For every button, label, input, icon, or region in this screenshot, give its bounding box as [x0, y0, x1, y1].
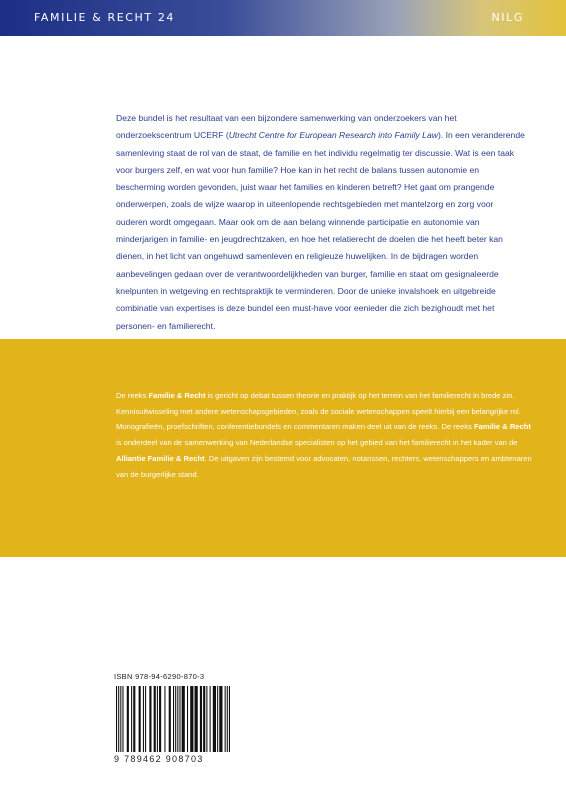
barcode-bar	[182, 686, 185, 752]
barcode-bar	[173, 686, 174, 752]
book-blurb	[116, 110, 526, 335]
isbn-barcode	[114, 672, 234, 768]
series-info-band	[0, 339, 566, 557]
barcode-bar	[229, 686, 230, 752]
barcode-bar	[154, 686, 156, 752]
barcode-bar	[127, 686, 129, 752]
series-desc-text-2: is gericht op debat tussen theorie en praktijk op het terrein van het familierecht in brede zin. Kennisuitwisseling met andere wetenschapsgebieden, zoals de sociale wetenschappen speelt hierbij een belangrijke rol. Monografieën, proefschriften, conferentiebundels en commentaren maken deel uit van de reeks. De reeks	[116, 391, 521, 432]
series-description	[116, 388, 536, 482]
series-desc-text-1: De reeks	[116, 391, 149, 400]
isbn-label: ISBN 978-94-6290-870-3	[114, 672, 205, 681]
alliance-name-bold: Alliantie Familie & Recht	[116, 453, 205, 463]
barcode-bar	[227, 686, 228, 752]
barcode-bar	[225, 686, 226, 752]
barcode-bar	[177, 686, 178, 752]
series-title: FAMILIE & RECHT 24	[34, 11, 176, 24]
barcode-bar	[131, 686, 132, 752]
barcode-bar	[206, 686, 207, 752]
barcode-bar	[210, 686, 211, 752]
barcode-bar	[213, 686, 216, 752]
barcode-bar	[116, 686, 117, 752]
barcode-bar	[149, 686, 151, 752]
ean-digits: 9 789462 908703	[114, 754, 204, 764]
barcode-bar	[175, 686, 176, 752]
barcode-bar	[179, 686, 180, 752]
barcode-bar	[139, 686, 141, 752]
publisher-name: NILG	[491, 11, 524, 24]
series-name-bold-1: Familie & Recht	[148, 391, 206, 400]
series-desc-text-4: . De uitgaven zijn bestemd voor advocaten, notarissen, rechters, wetenschappers en ambtenaren van de burgerlijke stand.	[116, 453, 532, 479]
cover-header-band	[0, 0, 566, 36]
barcode-bar	[159, 686, 161, 752]
barcode-bars	[116, 686, 232, 754]
barcode-bar	[133, 686, 135, 752]
barcode-bar	[145, 686, 146, 752]
barcode-bar	[217, 686, 218, 752]
barcode-bar	[120, 686, 121, 752]
blurb-text-1: Deze bundel is het resultaat van een bijzondere samenwerking van onderzoekers van het onderzoekscentrum UCERF (	[116, 113, 457, 141]
barcode-bar	[219, 686, 222, 752]
blurb-text-2: ). In een veranderende samenleving staat de rol van de staat, de familie en het individu regelmatig ter discussie. Wat is een taak voor burgers zelf, en wat voor hun familie? Hoe kan in het recht de balans tussen autonomie en bescherming worden gevonden, juist waar het families en kinderen betreft? Het gaat om prangende onderwerpen, zoals de wijze waarop in uiteenlopende rechtsgebieden met mantelzorg en zorg voor ouderen wordt omgegaan. Maar ook om de aan belang winnende participatie en autonomie van minderjarigen in familie- en jeugdrechtzaken, en hoe het relatierecht de doelen die het heeft beter kan dienen, in het licht van ongehuwd samenleven en religieuze huwelijken. In de bijdragen worden aanbevelingen gedaan over de verantwoordelijkheden van burger, familie en staat om gesignaleerde knelpunten in wetgeving en rechtspraktijk te verminderen. Door de unieke invalshoek en uitgebreide combinatie van expertises is deze bundel een must-have voor eenieder die zich bezighoudt met het personen- en familierecht.	[116, 130, 525, 331]
series-name-bold-2: Familie & Recht	[473, 422, 531, 432]
barcode-bar	[143, 686, 144, 752]
barcode-bar	[195, 686, 198, 752]
barcode-bar	[122, 686, 123, 752]
series-desc-text-3: is onderdeel van de samenwerking van Nederlandse specialisten op het gebied van het familierecht in het kader van de	[116, 438, 518, 448]
barcode-bar	[190, 686, 193, 752]
barcode-bar	[169, 686, 171, 752]
barcode-bar	[164, 686, 165, 752]
blurb-italic-centre-name: Utrecht Centre for European Research into Family Law	[228, 130, 438, 141]
barcode-bar	[157, 686, 158, 752]
barcode-bar	[187, 686, 188, 752]
barcode-bar	[203, 686, 205, 752]
barcode-bar	[118, 686, 119, 752]
barcode-bar	[200, 686, 202, 752]
